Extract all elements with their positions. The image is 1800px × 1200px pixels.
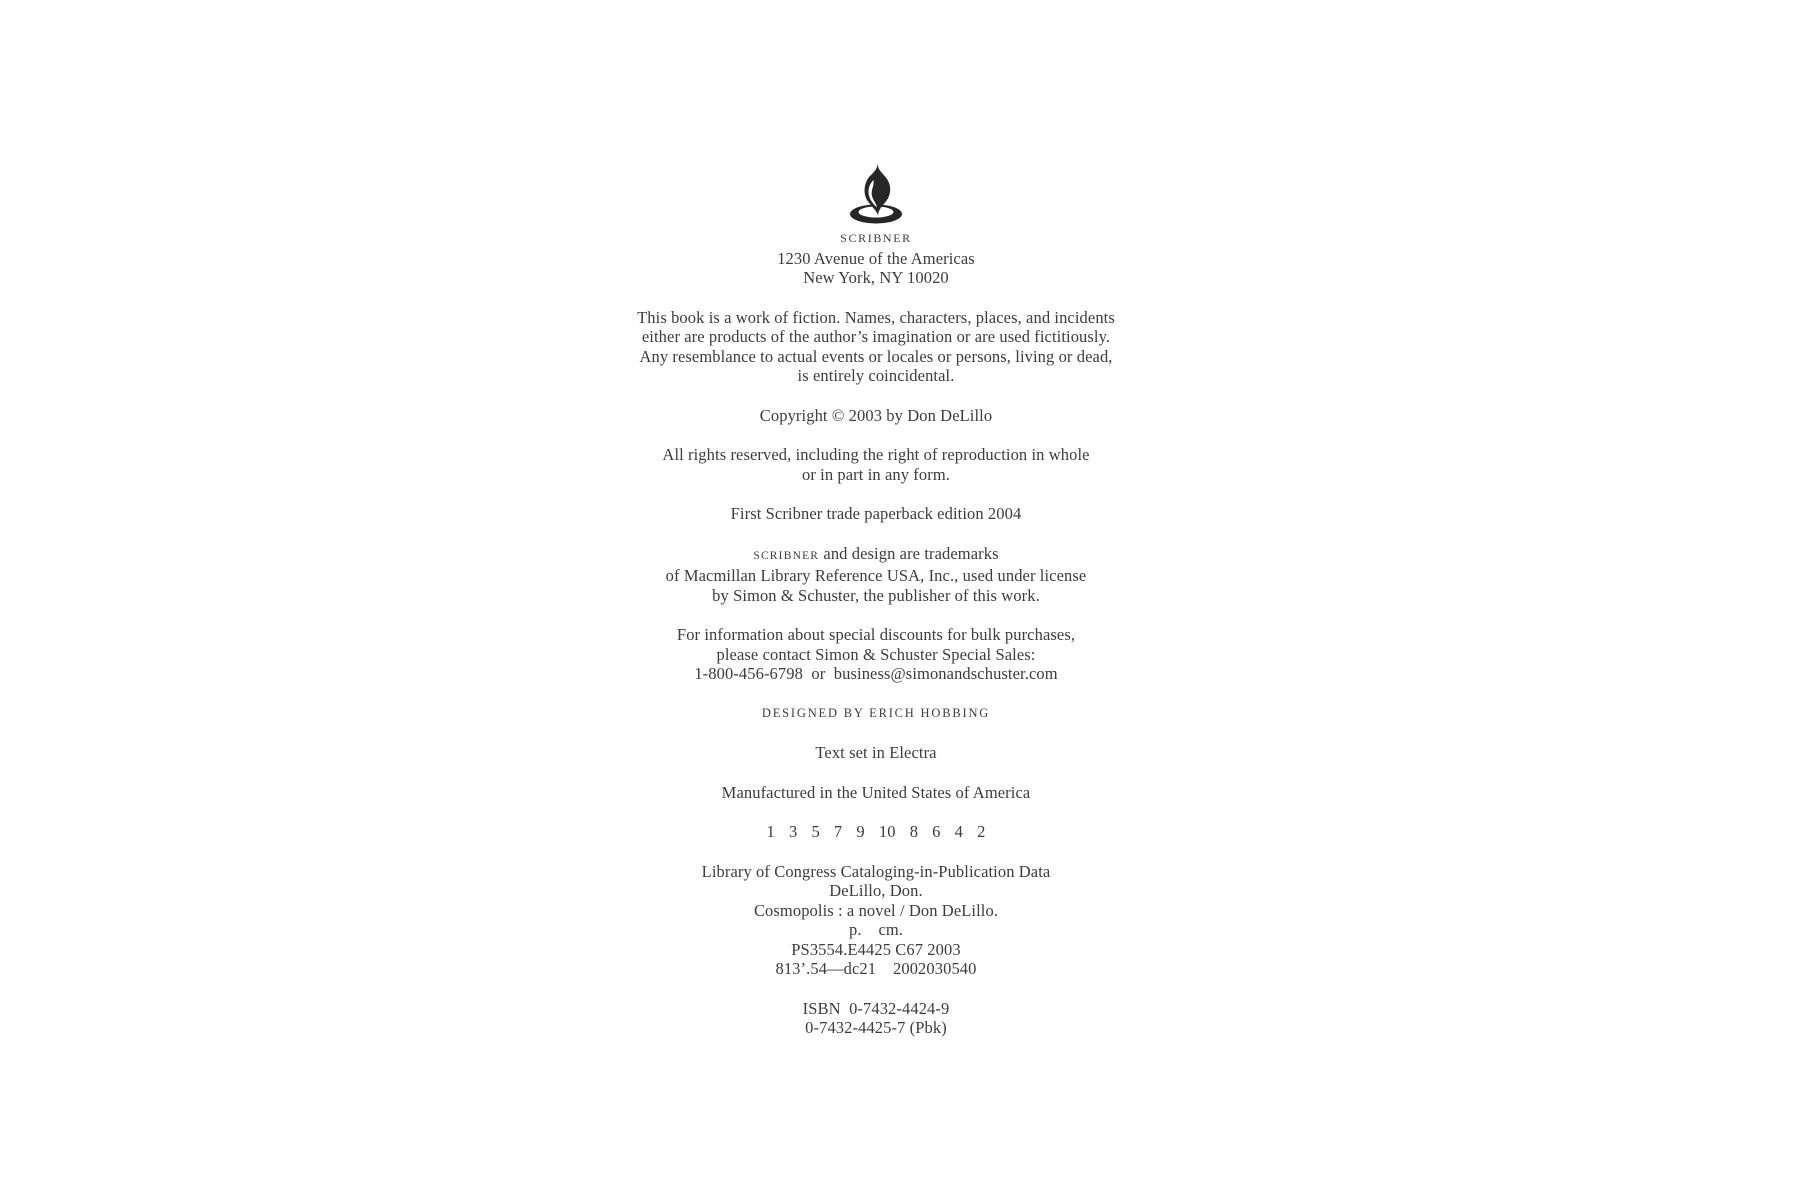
isbn-line: 0-7432-4425-7 (Pbk) <box>805 1018 947 1037</box>
isbn-line: ISBN 0-7432-4424-9 <box>802 998 950 1018</box>
trademark-line-1 <box>476 544 1276 567</box>
scribner-flame-icon <box>849 162 903 224</box>
special-sales-info <box>476 625 1276 684</box>
disclaimer-line: either are products of the author’s imagination or are used fictitiously. <box>641 327 1111 346</box>
publisher-block <box>476 229 1276 288</box>
rights-line: All rights reserved, including the right of reproduction in whole <box>662 445 1090 464</box>
rights-line: or in part in any form. <box>801 464 950 484</box>
disclaimer-line: Any resemblance to actual events or locales or persons, living or dead, <box>639 346 1113 366</box>
colophon <box>476 162 1276 1038</box>
trademark-line-3: by Simon & Schuster, the publisher of this work. <box>712 585 1040 605</box>
publisher-imprint: SCRIBNER <box>840 231 912 245</box>
loc-line: p. cm. <box>848 920 904 939</box>
loc-line: Cosmopolis : a novel / Don DeLillo. <box>753 900 999 920</box>
publisher-address-line-2: New York, NY 10020 <box>803 268 949 287</box>
trademark-brand: SCRIBNER <box>753 549 820 562</box>
rights-statement <box>476 445 1276 484</box>
isbn-block <box>476 999 1276 1038</box>
manufactured-note: Manufactured in the United States of America <box>721 782 1031 802</box>
loc-line: DeLillo, Don. <box>829 881 923 900</box>
fiction-disclaimer <box>476 308 1276 386</box>
trademark-line-2: of Macmillan Library Reference USA, Inc., used under license <box>665 566 1087 585</box>
edition-statement: First Scribner trade paperback edition 2004 <box>730 504 1022 523</box>
trademark-statement <box>476 544 1276 606</box>
loc-line: Library of Congress Cataloging-in-Publication Data <box>701 861 1051 881</box>
printing-number-line: 1 3 5 7 9 10 8 6 4 2 <box>766 822 986 841</box>
disclaimer-line: This book is a work of fiction. Names, characters, places, and incidents <box>637 307 1115 327</box>
trademark-line-1-rest: and design are trademarks <box>819 543 999 563</box>
loc-line: 813’.54—dc21 2002030540 <box>775 959 977 978</box>
special-sales-contact: 1-800-456-6798 or business@simonandschuster.com <box>694 664 1058 683</box>
typeface-note: Text set in Electra <box>815 743 937 762</box>
loc-line: PS3554.E4425 C67 2003 <box>791 939 961 959</box>
special-sales-line: please contact Simon & Schuster Special Sales: <box>716 644 1036 664</box>
special-sales-line: For information about special discounts for bulk purchases, <box>676 625 1076 644</box>
publisher-address-line-1: 1230 Avenue of the Americas <box>777 248 975 268</box>
library-of-congress-data <box>476 862 1276 979</box>
designer-credit: DESIGNED BY ERICH HOBBING <box>761 705 991 720</box>
copyright-notice: Copyright © 2003 by Don DeLillo <box>759 405 993 425</box>
disclaimer-line: is entirely coincidental. <box>797 366 955 385</box>
